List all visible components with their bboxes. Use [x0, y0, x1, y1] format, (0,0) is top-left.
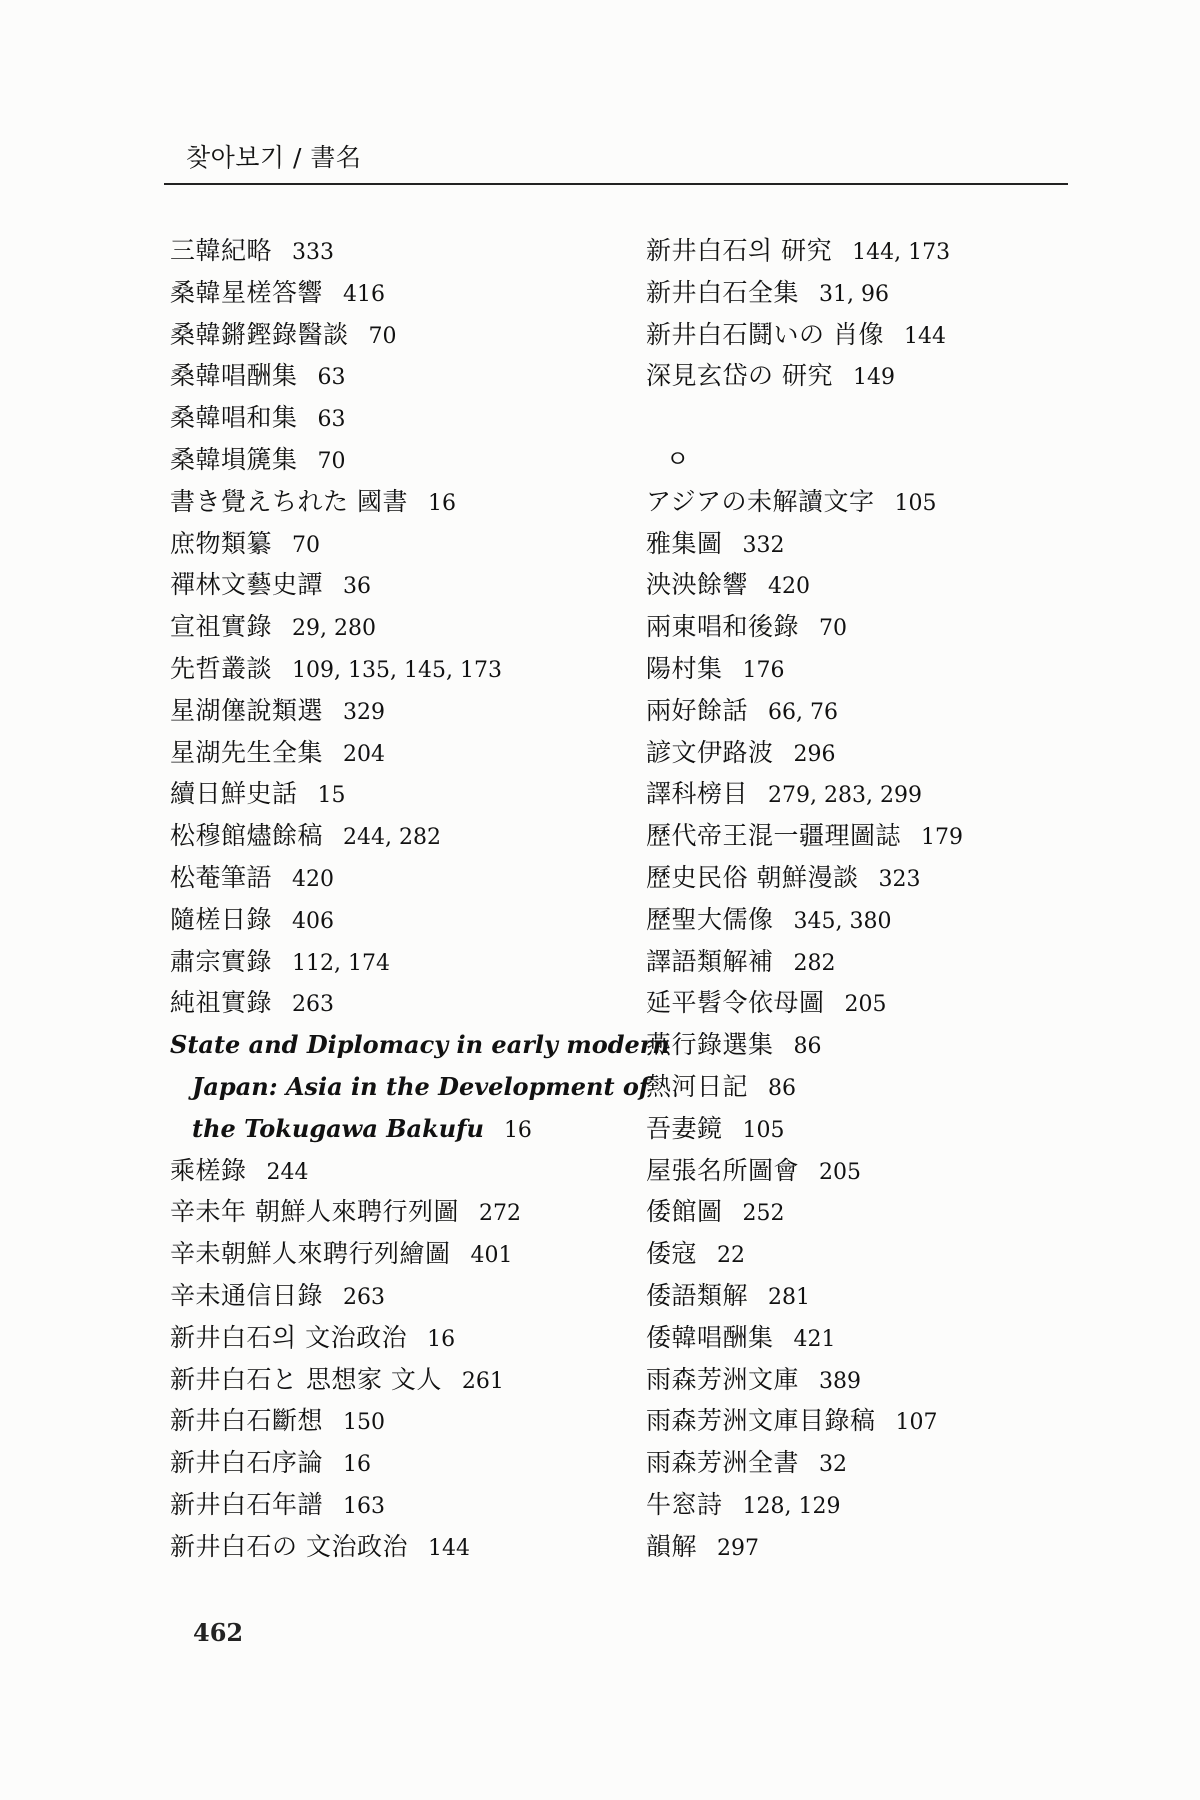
- entry-title: the Tokugawa Bakufu: [192, 1113, 484, 1143]
- entry-title: 桑韓唱酬集: [170, 361, 298, 391]
- entry-pages: 244: [266, 1159, 309, 1185]
- entry-pages: 86: [793, 1034, 822, 1060]
- index-entry: [170, 355, 640, 397]
- entry-title: 歷史民俗 朝鮮漫談: [646, 862, 859, 892]
- entry-pages: 150: [343, 1410, 386, 1436]
- entry-title: 雨森芳洲全書: [646, 1448, 800, 1478]
- entry-title: 宣祖實錄: [170, 612, 273, 642]
- entry-pages: 86: [768, 1075, 797, 1101]
- index-entry: [646, 1275, 1116, 1317]
- index-entry: [646, 982, 1116, 1024]
- entry-pages: 296: [793, 741, 836, 767]
- entry-title: 新井白石と 思想家 文人: [170, 1364, 442, 1394]
- index-entry: [170, 481, 640, 523]
- index-column-left: [170, 230, 670, 1568]
- entry-pages: 15: [317, 783, 346, 809]
- entry-pages: 128, 129: [742, 1493, 841, 1519]
- entry-pages: 70: [368, 323, 397, 349]
- entry-pages: 329: [343, 699, 386, 725]
- entry-title: 新井白石斷想: [170, 1406, 324, 1436]
- entry-pages: 333: [292, 240, 335, 265]
- index-entry: [646, 899, 1116, 941]
- entry-title: 新井白石年譜: [170, 1489, 324, 1519]
- entry-title: 禪林文藝史譚: [170, 570, 324, 600]
- entry-title: 熱河日記: [646, 1071, 749, 1101]
- index-entry: [646, 1442, 1116, 1484]
- entry-title: 深見玄岱の 研究: [646, 361, 833, 391]
- index-entry: [170, 523, 640, 565]
- entry-pages: 70: [292, 532, 321, 558]
- entry-pages: 149: [852, 365, 895, 391]
- entry-pages: 179: [921, 825, 964, 851]
- entry-pages: 105: [742, 1117, 785, 1143]
- index-entry: [646, 1317, 1116, 1359]
- entry-pages: 63: [317, 365, 346, 391]
- entry-pages: 29, 280: [292, 616, 376, 642]
- index-entry: [170, 314, 640, 356]
- index-entry: [170, 941, 640, 983]
- entry-pages: 22: [717, 1243, 746, 1269]
- index-entry: [170, 982, 640, 1024]
- index-entry: [646, 1191, 1116, 1233]
- index-entry: [170, 773, 640, 815]
- entry-title: 倭韓唱酬集: [646, 1322, 774, 1352]
- entry-pages: 36: [343, 574, 372, 600]
- index-entry: [170, 1066, 650, 1108]
- index-entry: [170, 230, 640, 272]
- index-entry: [646, 606, 1116, 648]
- index-entry: [646, 857, 1116, 899]
- entry-title: 譯科榜目: [646, 779, 749, 809]
- index-entry: [170, 1191, 640, 1233]
- index-entry: [646, 1400, 1116, 1442]
- header-rule: [164, 183, 1068, 185]
- entry-pages: 421: [793, 1326, 836, 1352]
- index-entry: [170, 1484, 640, 1526]
- entry-pages: 205: [844, 992, 887, 1018]
- entry-title: 肅宗實錄: [170, 946, 273, 976]
- entry-title: 譯語類解補: [646, 946, 774, 976]
- index-entry: [646, 272, 1116, 314]
- entry-title: 松穆館燼餘稿: [170, 821, 324, 851]
- entry-title: 倭館圖: [646, 1197, 723, 1227]
- entry-title: 新井白石의 研究: [646, 236, 833, 265]
- entry-title: 辛未朝鮮人來聘行列繪圖: [170, 1239, 451, 1269]
- index-entry: [170, 439, 640, 481]
- entry-title: 諺文伊路波: [646, 737, 774, 767]
- index-entry: [170, 648, 640, 690]
- entry-title: 桑韓唱和集: [170, 403, 298, 433]
- entry-pages: 105: [894, 490, 937, 516]
- index-entry: [170, 732, 640, 774]
- entry-title: 陽村集: [646, 653, 723, 683]
- index-entry: [646, 564, 1116, 606]
- entry-pages: 261: [461, 1368, 504, 1394]
- entry-pages: 63: [317, 407, 346, 433]
- index-entry: [646, 1066, 1116, 1108]
- entry-title: 隨槎日錄: [170, 904, 273, 934]
- entry-pages: 144: [427, 1535, 470, 1561]
- entry-title: 三韓紀略: [170, 236, 273, 265]
- entry-title: 雨森芳洲文庫目錄稿: [646, 1406, 876, 1436]
- entry-pages: 66, 76: [768, 699, 838, 725]
- entry-pages: 32: [819, 1452, 848, 1478]
- index-entry: [170, 606, 640, 648]
- index-entry: [170, 397, 640, 439]
- index-entry: [170, 1024, 670, 1066]
- index-entry: [170, 1275, 640, 1317]
- entry-title: 兩東唱和後錄: [646, 612, 800, 642]
- entry-pages: 406: [292, 908, 335, 934]
- entry-pages: 70: [317, 448, 346, 474]
- entry-pages: 420: [292, 866, 335, 892]
- entry-pages: 420: [768, 574, 811, 600]
- index-entry: [646, 941, 1116, 983]
- index-entry: [170, 690, 640, 732]
- index-entry: [646, 815, 1116, 857]
- entry-title: 牛窓詩: [646, 1489, 723, 1519]
- index-entry: [170, 899, 640, 941]
- index-entry: [170, 1317, 640, 1359]
- entry-pages: 401: [470, 1243, 513, 1269]
- entry-pages: 176: [742, 657, 785, 683]
- entry-pages: 144, 173: [852, 240, 951, 265]
- index-entry: [646, 1150, 1116, 1192]
- index-entry: [170, 564, 640, 606]
- entry-title: 泱泱餘響: [646, 570, 749, 600]
- entry-title: 延平髫令依母圖: [646, 988, 825, 1018]
- entry-pages: 282: [793, 950, 836, 976]
- entry-title: 歷聖大儒像: [646, 904, 774, 934]
- entry-title: State and Diplomacy in early modern: [170, 1030, 670, 1060]
- entry-title: 韻解: [646, 1531, 698, 1561]
- index-entry: [170, 272, 640, 314]
- entry-title: 辛未通信日錄: [170, 1280, 324, 1310]
- entry-title: 新井白石全集: [646, 277, 800, 307]
- entry-title: 雨森芳洲文庫: [646, 1364, 800, 1394]
- index-entry: [646, 355, 1116, 397]
- entry-title: 新井白石의 文治政治: [170, 1322, 408, 1352]
- entry-title: 乘槎錄: [170, 1155, 247, 1185]
- entry-pages: 204: [343, 741, 386, 767]
- entry-pages: 16: [427, 490, 456, 516]
- index-entry: [646, 1526, 1116, 1568]
- index-entry: [646, 1359, 1116, 1401]
- index-entry: [170, 1108, 640, 1150]
- entry-pages: 279, 283, 299: [768, 783, 922, 809]
- index-entry: [646, 314, 1116, 356]
- index-entry: [646, 230, 1116, 272]
- entry-pages: 16: [427, 1326, 456, 1352]
- index-entry: [646, 523, 1116, 565]
- entry-pages: 272: [478, 1201, 521, 1227]
- entry-title: 歷代帝王混一疆理圖誌: [646, 821, 902, 851]
- entry-pages: 297: [717, 1535, 760, 1561]
- entry-title: 庶物類纂: [170, 528, 273, 558]
- entry-pages: 109, 135, 145, 173: [292, 657, 502, 683]
- index-entry: [170, 815, 640, 857]
- entry-pages: 244, 282: [343, 825, 441, 851]
- entry-pages: 205: [819, 1159, 862, 1185]
- entry-title: 純祖實錄: [170, 988, 273, 1018]
- index-entry: [170, 857, 640, 899]
- entry-pages: 163: [343, 1493, 386, 1519]
- index-entry: [646, 1484, 1116, 1526]
- page-number: 462: [193, 1618, 244, 1647]
- entry-pages: 16: [343, 1452, 372, 1478]
- entry-title: Japan: Asia in the Development of: [192, 1071, 650, 1101]
- entry-title: 兩好餘話: [646, 695, 749, 725]
- entry-title: 屋張名所圖會: [646, 1155, 800, 1185]
- section-gap: [646, 397, 1116, 439]
- entry-title: 松菴筆語: [170, 862, 273, 892]
- entry-title: 倭寇: [646, 1239, 698, 1269]
- index-entry: [170, 1400, 640, 1442]
- running-header: 찾아보기 / 書名: [186, 143, 362, 172]
- entry-pages: 107: [895, 1410, 938, 1436]
- entry-title: 新井白石序論: [170, 1448, 324, 1478]
- entry-title: アジアの未解讀文字: [646, 486, 875, 516]
- index-column-right: [646, 230, 1116, 1568]
- index-entry: [646, 481, 1116, 523]
- index-entry: [170, 1526, 640, 1568]
- entry-pages: 70: [819, 616, 848, 642]
- entry-pages: 416: [343, 281, 386, 307]
- index-entry: [646, 1024, 1116, 1066]
- entry-pages: 16: [503, 1117, 532, 1143]
- entry-pages: 281: [768, 1284, 811, 1310]
- entry-title: 桑韓鏘鏗錄醫談: [170, 319, 349, 349]
- index-entry: [170, 1150, 640, 1192]
- entry-pages: 263: [292, 992, 335, 1018]
- entry-title: 吾妻鏡: [646, 1113, 723, 1143]
- index-entry: [170, 1442, 640, 1484]
- entry-title: 雅集圖: [646, 528, 723, 558]
- index-entry: [170, 1233, 640, 1275]
- index-entry: [646, 773, 1116, 815]
- entry-pages: 263: [343, 1284, 386, 1310]
- entry-pages: 31, 96: [819, 281, 889, 307]
- entry-pages: 144: [903, 323, 946, 349]
- entry-pages: 332: [742, 532, 785, 558]
- entry-title: 辛未年 朝鮮人來聘行列圖: [170, 1197, 459, 1227]
- entry-title: 桑韓星槎答響: [170, 277, 324, 307]
- index-entry: [646, 648, 1116, 690]
- entry-pages: 252: [742, 1201, 785, 1227]
- index-entry: [646, 690, 1116, 732]
- index-entry: [646, 1108, 1116, 1150]
- entry-pages: 112, 174: [292, 950, 390, 976]
- entry-title: 燕行錄選集: [646, 1030, 774, 1060]
- entry-title: 倭語類解: [646, 1280, 749, 1310]
- entry-title: 先哲叢談: [170, 653, 273, 683]
- entry-title: 書き覺えちれた 國書: [170, 486, 408, 516]
- entry-pages: 323: [878, 866, 921, 892]
- entry-pages: 389: [819, 1368, 862, 1394]
- entry-title: 桑韓塤篪集: [170, 444, 298, 474]
- entry-title: 新井白石鬪いの 肖像: [646, 319, 884, 349]
- entry-title: 續日鮮史話: [170, 779, 298, 809]
- section-heading: ㅇ: [666, 444, 690, 473]
- index-entry: [170, 1359, 640, 1401]
- index-entry: [646, 732, 1116, 774]
- entry-title: 新井白石の 文治政治: [170, 1531, 408, 1561]
- entry-title: 星湖僿說類選: [170, 695, 324, 725]
- entry-pages: 345, 380: [793, 908, 892, 934]
- index-entry: [646, 1233, 1116, 1275]
- entry-title: 星湖先生全集: [170, 737, 324, 767]
